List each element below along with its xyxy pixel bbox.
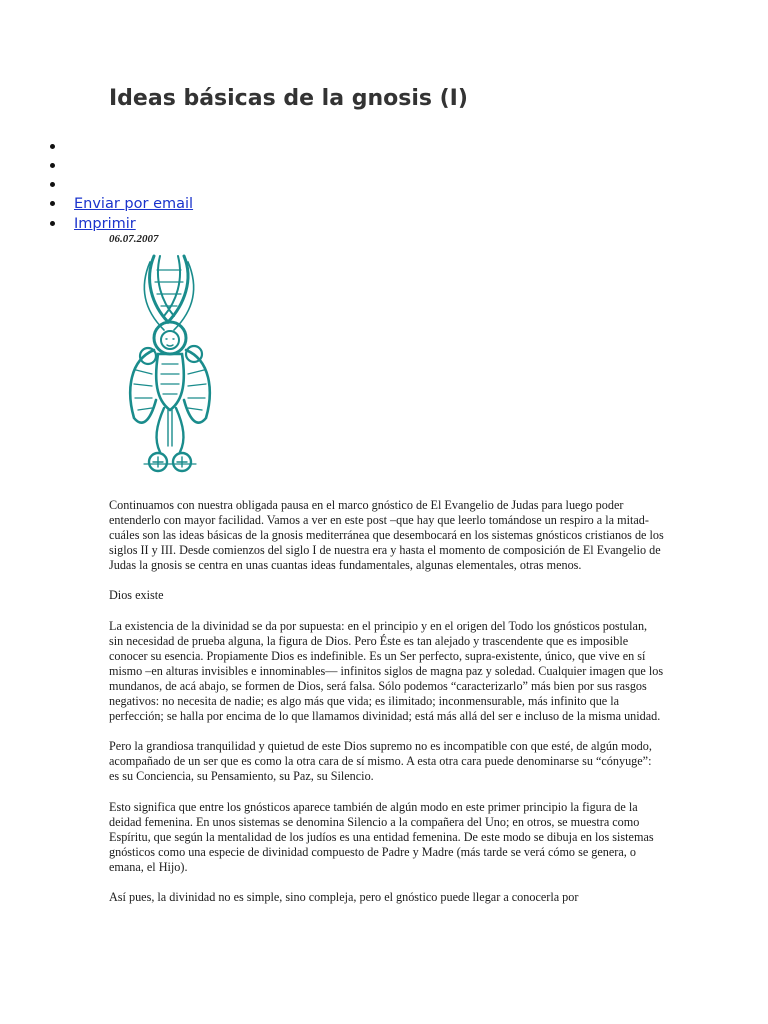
article-paragraph: La existencia de la divinidad se da por supuesta: en el principio y en el origen del Todo los gnósticos postulan, sin necesidad de prueba alguna, la figura de Dios. Pero Éste es tan alejado y trascendente que es imposible conocer su esencia. Propiamente Dios es indefinible. Es un Ser perfecto, supra-existente, único, que vive en sí mismo –en alturas invisibles e innominables— infinitos siglos de magna paz y soledad. Cualquier imagen que los mundanos, de acá abajo, se formen de Dios, será falsa. Sólo podemos “caracterizarlo” más bien por sus rasgos negativos: no necesita de nadie; es algo más que vida; es ilimitado; inconmensurable, más infinito que la perfección; se halla por encima de lo que llamamos divinidad; está más allá del ser e incluso de la misma unidad. bbox=[109, 618, 664, 724]
share-list bbox=[28, 136, 193, 233]
empty-list-item-2 bbox=[28, 155, 193, 174]
empty-list-item-1 bbox=[28, 136, 193, 155]
list-item-email bbox=[28, 193, 193, 213]
print-link[interactable]: Imprimir bbox=[74, 216, 136, 232]
article-paragraph: Esto significa que entre los gnósticos aparece también de algún modo en este primer principio la figura de la deidad femenina. En unos sistemas se denomina Silencio a la compañera del Uno; en otros, se muestra como Espíritu, que según la mentalidad de los judíos es una entidad femenina. De este modo se dibuja en los sistemas gnósticos como una especie de divinidad compuesto de Padre y Madre (más tarde se verá cómo se genera, o emana, el Hijo). bbox=[109, 799, 654, 874]
send-email-link[interactable]: Enviar por email bbox=[74, 196, 194, 212]
section-heading: Dios existe bbox=[109, 588, 164, 603]
article-paragraph: Pero la grandiosa tranquilidad y quietud de este Dios supremo no es incompatible con que esté, de algún modo, acompañado de un ser que es como la otra cara de sí mismo. A esta otra cara puede denominarse su “cónyuge”: es su Conciencia, su Pensamiento, su Paz, su Silencio. bbox=[109, 739, 652, 784]
winged-seraph-illustration-icon bbox=[124, 250, 216, 478]
article-paragraph: Así pues, la divinidad no es simple, sino compleja, pero el gnóstico puede llegar a conocerla por bbox=[109, 889, 579, 904]
empty-list-item-3 bbox=[28, 174, 193, 193]
article-body bbox=[109, 498, 664, 920]
post-date: 06.07.2007 bbox=[109, 233, 159, 245]
list-item-print bbox=[28, 213, 193, 233]
page-title: Ideas básicas de la gnosis (I) bbox=[109, 86, 468, 111]
article-paragraph: Continuamos con nuestra obligada pausa en el marco gnóstico de El Evangelio de Judas para luego poder entenderlo con mayor facilidad. Vamos a ver en este post –que hay que leerlo tomándose un respiro a la mitad- cuáles son las ideas básicas de la gnosis mediterránea que desembocará en los sistemas gnósticos cristianos de los siglos II y III. Desde comienzos del siglo I de nuestra era y hasta el momento de composición de El Evangelio de Judas la gnosis se centra en unas cuantas ideas fundamentales, algunas elementales, otras menos. bbox=[109, 498, 664, 573]
